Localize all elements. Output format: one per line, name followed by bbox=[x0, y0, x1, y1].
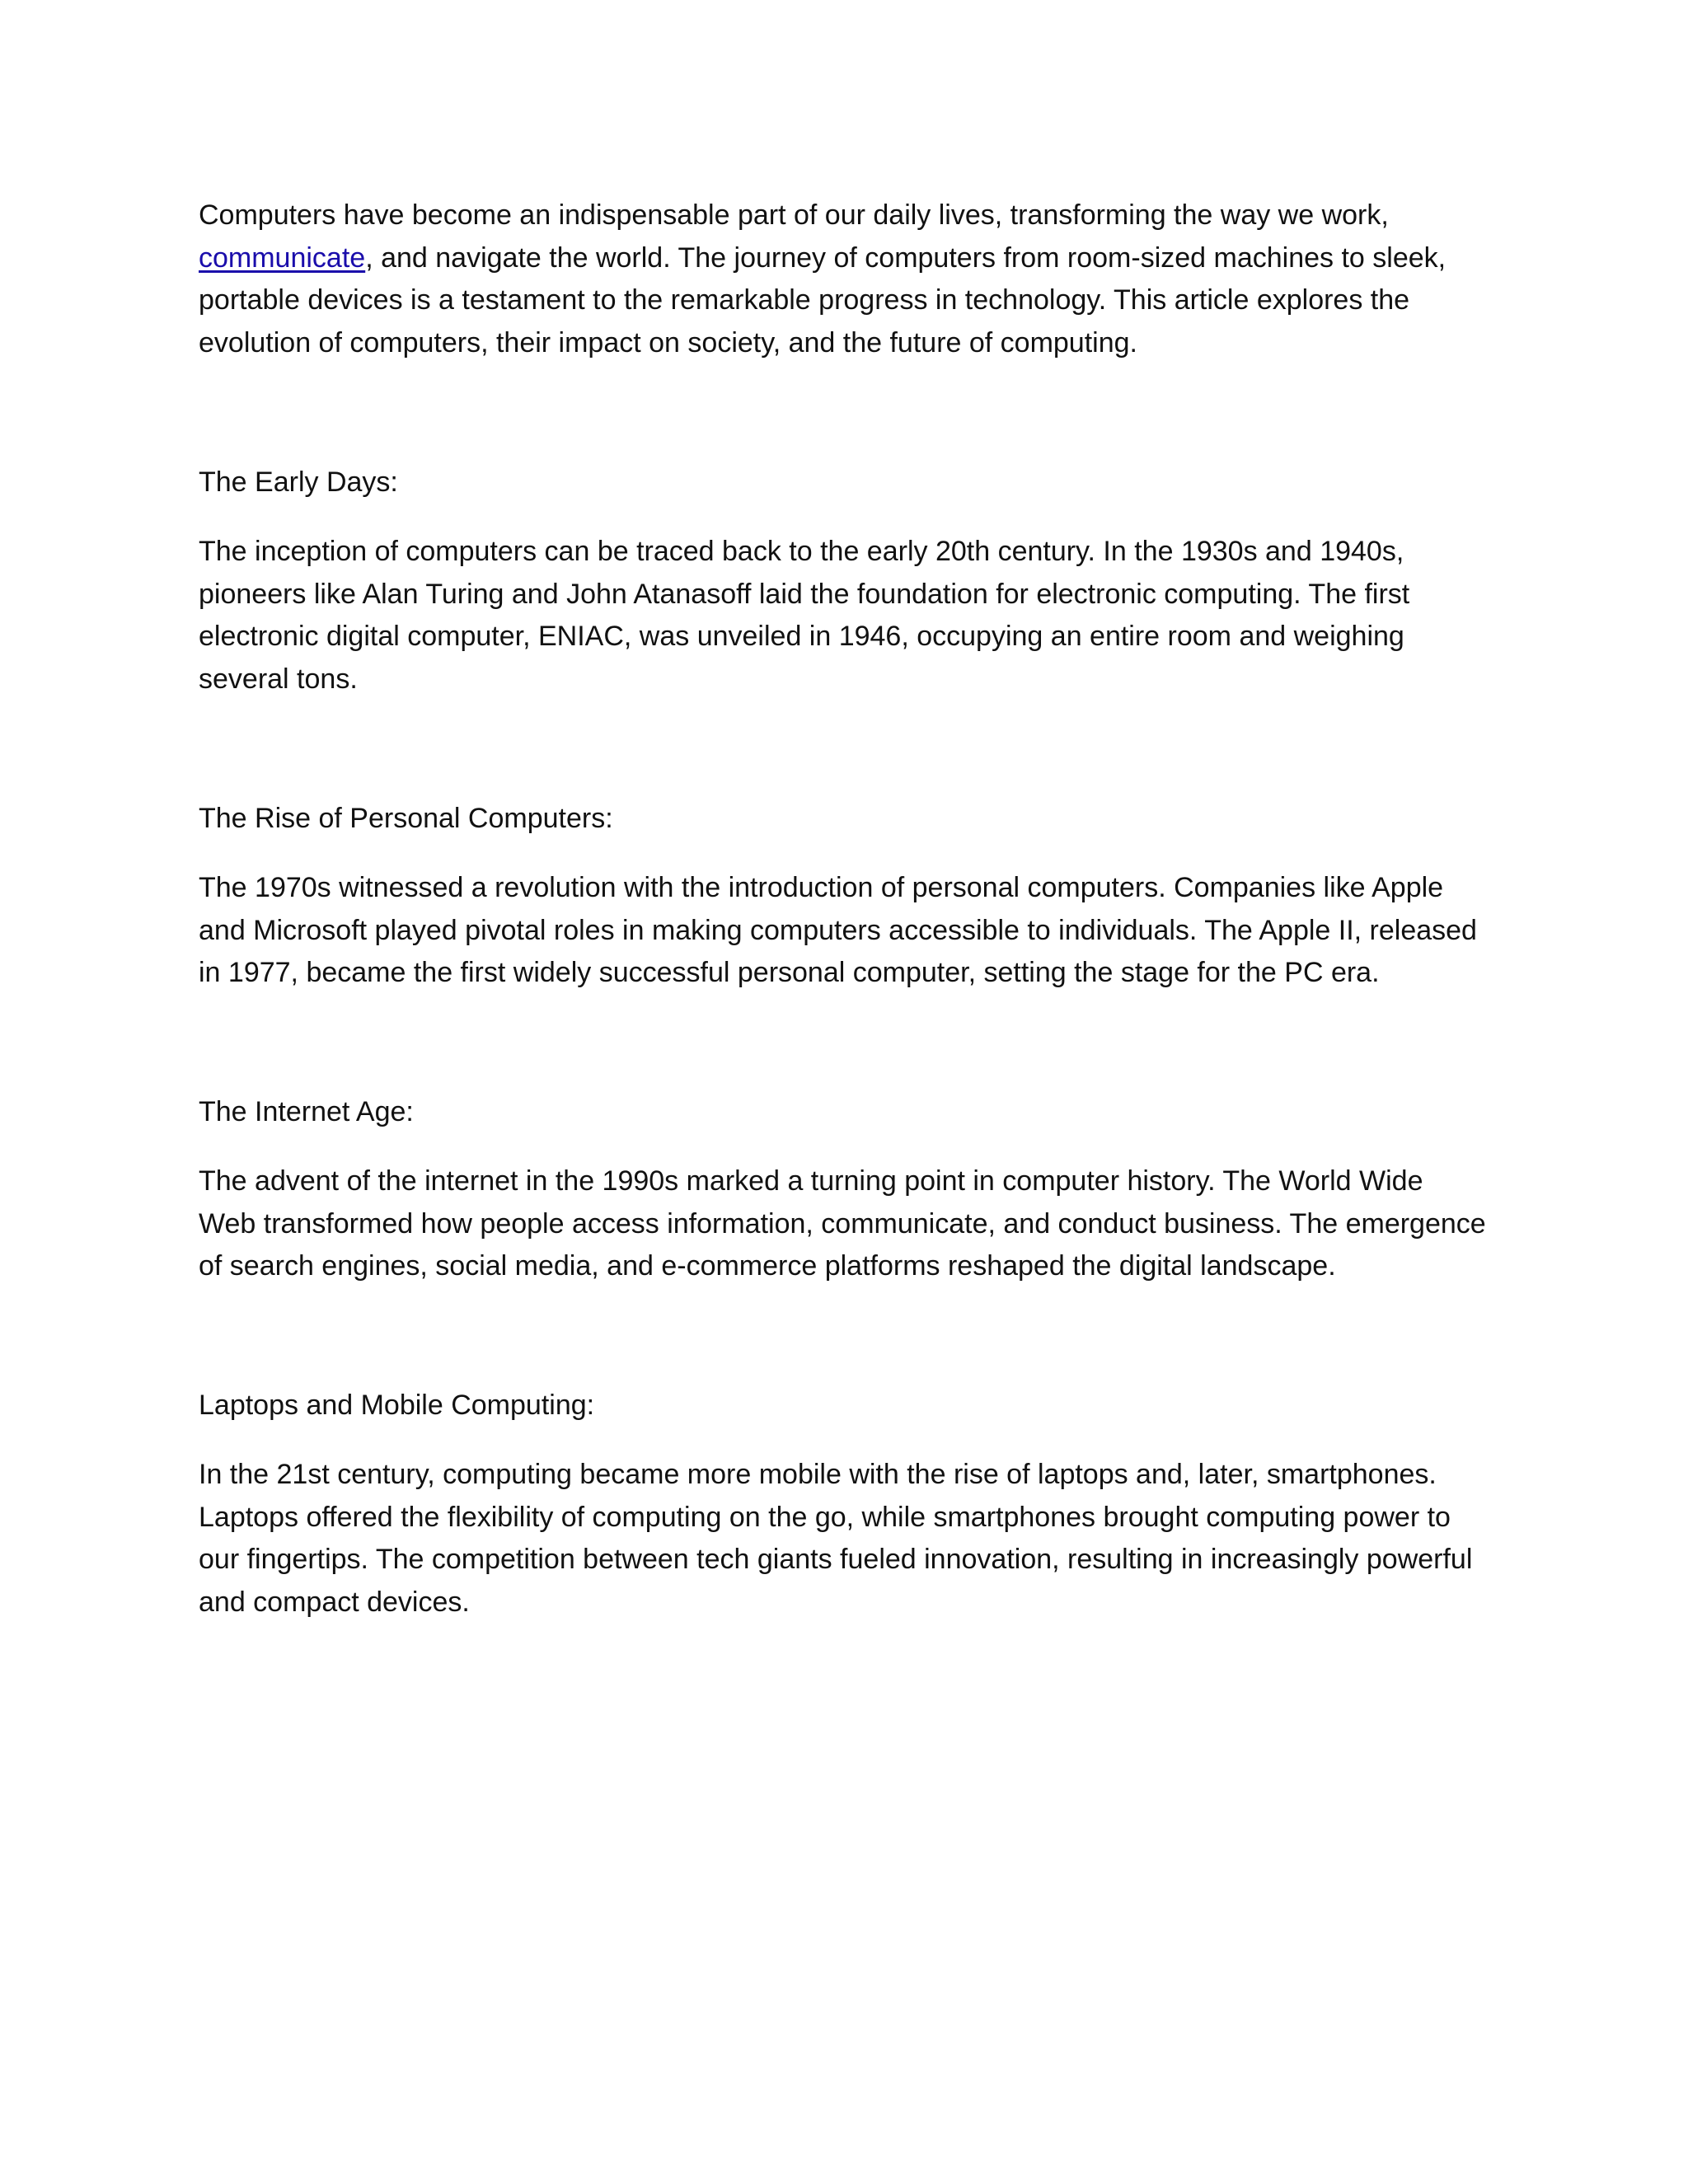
intro-line-1: Computers have become an indispensable part of our daily lives, transforming the way we work, bbox=[199, 199, 1389, 231]
intro-line-2-rest: , and navigate the world. The journey of computers from room-sized machines to sleek, bbox=[365, 241, 1447, 274]
section-heading-personal-computers: The Rise of Personal Computers: bbox=[199, 803, 613, 834]
intro-line-3: portable devices is a testament to the remarkable progress in technology. This article explores the bbox=[199, 284, 1410, 316]
section-body-internet-age: The advent of the internet in the 1990s marked a turning point in computer history. The World Wide Web transformed how people access information, communicate, and conduct business. The emergence of search engines, social media, and e-commerce platforms reshaped the digital landscape. bbox=[199, 1165, 1486, 1282]
section-heading-early-days: The Early Days: bbox=[199, 466, 398, 498]
communicate-link[interactable]: communicate bbox=[199, 241, 366, 274]
section-body-personal-computers: The 1970s witnessed a revolution with the introduction of personal computers. Companies like Apple and Microsoft played pivotal roles in making computers accessible to individuals. The Apple II, released in 1977, became the first widely successful personal computer, setting the stage for the PC era. bbox=[199, 872, 1477, 988]
section-body-mobile-computing: In the 21st century, computing became more mobile with the rise of laptops and, later, smartphones. Laptops offered the flexibility of computing on the go, while smartphones brought computing power to our fingertips. The competition between tech giants fueled innovation, resulting in increasingly powerful and compact devices. bbox=[199, 1459, 1473, 1618]
section-heading-mobile-computing: Laptops and Mobile Computing: bbox=[199, 1390, 595, 1421]
section-body-early-days: The inception of computers can be traced back to the early 20th century. In the 1930s and 1940s, pioneers like Alan Turing and John Atanasoff laid the foundation for electronic computing. The first electronic digital computer, ENIAC, was unveiled in 1946, occupying an entire room and weighing several tons. bbox=[199, 536, 1410, 695]
section-heading-internet-age: The Internet Age: bbox=[199, 1096, 414, 1127]
intro-line-4: evolution of computers, their impact on society, and the future of computing. bbox=[199, 326, 1137, 359]
intro-paragraph bbox=[199, 194, 1517, 364]
